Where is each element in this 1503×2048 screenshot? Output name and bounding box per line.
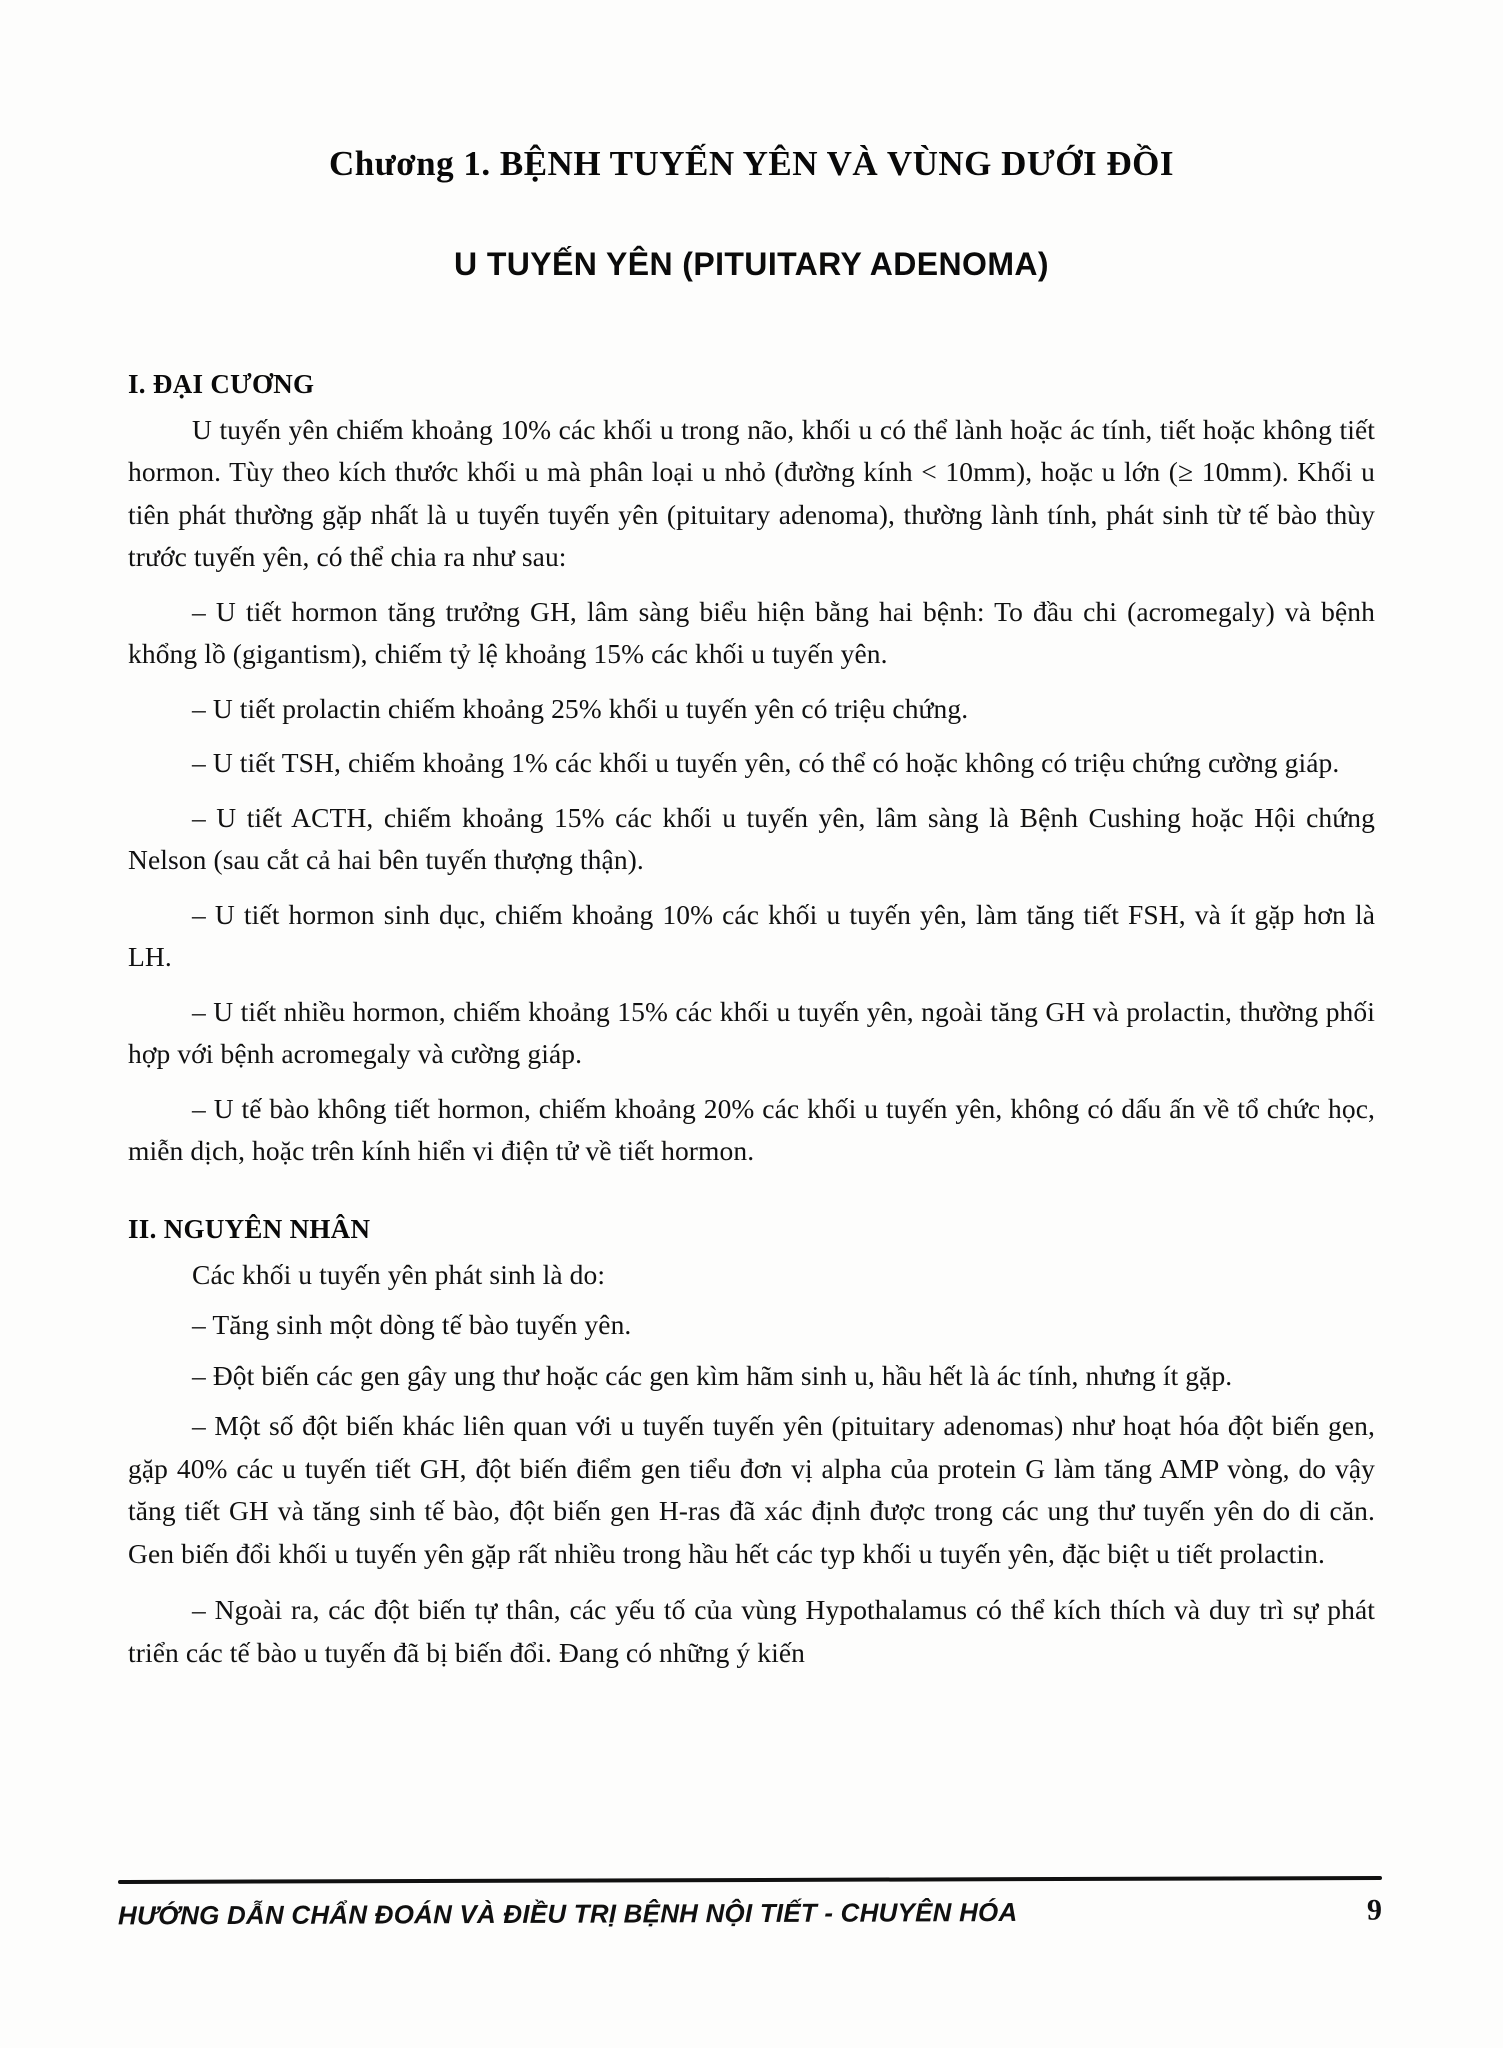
list-item: – U tiết TSH, chiếm khoảng 1% các khối u tuyến yên, có thể có hoặc không có triệu chứng cường giáp. (192, 747, 1340, 778)
list-item: – Một số đột biến khác liên quan với u tuyến tuyến yên (pituitary adenomas) như hoạt hóa đột biến gen, gặp 40% các u tuyến tiết GH, đột biến điểm gen tiểu đơn vị alpha của protein G làm tăng AMP vòng, do vậy tăng tiết GH và tăng sinh tế bào, đột biến gen H-ras đã xác định được trong các ung thư tuyến yên do di căn. Gen biến đổi khối u tuyến yên gặp rất nhiều trong hầu hết các typ khối u tuyến yên, đặc biệt u tiết prolactin. (128, 1410, 1375, 1569)
footer-title: HƯỚNG DẪN CHẨN ĐOÁN VÀ ĐIỀU TRỊ BỆNH NỘI TIẾT - CHUYÊN HÓA (117, 1896, 1018, 1931)
list-item: – U tiết hormon sinh dục, chiếm khoảng 10% các khối u tuyến yên, làm tăng tiết FSH, và ít gặp hơn là LH. (128, 898, 1375, 972)
page-footer (118, 1894, 1382, 1933)
document-subtitle: U TUYẾN YÊN (PITUITARY ADENOMA) (454, 245, 1049, 282)
paragraph: U tuyến yên chiếm khoảng 10% các khối u trong não, khối u có thể lành hoặc ác tính, tiết hoặc không tiết hormon. Tùy theo kích thước khối u mà phân loại u nhỏ (đường kính < 10mm), hoặc u lớn (≥ 10mm). Khối u tiên phát thường gặp nhất là u tuyến tuyến yên (pituitary adenoma), thường lành tính, phát sinh từ tế bào thùy trước tuyến yên, có thể chia ra như sau: (128, 413, 1375, 572)
footer-divider (118, 1876, 1382, 1884)
list-item: – Tăng sinh một dòng tế bào tuyến yên. (192, 1309, 632, 1340)
list-item: – U tiết nhiều hormon, chiếm khoảng 15% các khối u tuyến yên, ngoài tăng GH và prolactin, thường phối hợp với bệnh acromegaly và cường giáp. (128, 995, 1375, 1069)
list-item: – Đột biến các gen gây ung thư hoặc các gen kìm hãm sinh u, hầu hết là ác tính, nhưng ít gặp. (192, 1359, 1233, 1391)
chapter-title: Chương 1. BỆNH TUYẾN YÊN VÀ VÙNG DƯỚI ĐỒI (329, 144, 1174, 183)
section-heading-2: II. NGUYÊN NHÂN (128, 1213, 371, 1244)
section-heading-1: I. ĐẠI CƯƠNG (128, 368, 315, 399)
list-item: – U tiết hormon tăng trưởng GH, lâm sàng biểu hiện bằng hai bệnh: To đầu chi (acromegaly) và bệnh khổng lồ (gigantism), chiếm tỷ lệ khoảng 15% các khối u tuyến yên. (128, 595, 1375, 669)
list-item: – U tiết ACTH, chiếm khoảng 15% các khối u tuyến yên, lâm sàng là Bệnh Cushing hoặc Hội chứng Nelson (sau cắt cả hai bên tuyến thượng thận). (128, 801, 1375, 875)
page-number: 9 (1366, 1893, 1383, 1927)
list-item: – U tiết prolactin chiếm khoảng 25% khối u tuyến yên có triệu chứng. (192, 692, 969, 724)
paragraph: Các khối u tuyến yên phát sinh là do: (192, 1258, 606, 1290)
list-item: – Ngoài ra, các đột biến tự thân, các yếu tố của vùng Hypothalamus có thể kích thích và duy trì sự phát triển các tế bào u tuyến đã bị biến đổi. Đang có những ý kiến (128, 1594, 1375, 1668)
list-item: – U tế bào không tiết hormon, chiếm khoảng 20% các khối u tuyến yên, không có dấu ấn về tổ chức học, miễn dịch, hoặc trên kính hiển vi điện tử về tiết hormon. (128, 1092, 1375, 1166)
page-content (128, 0, 1375, 1674)
